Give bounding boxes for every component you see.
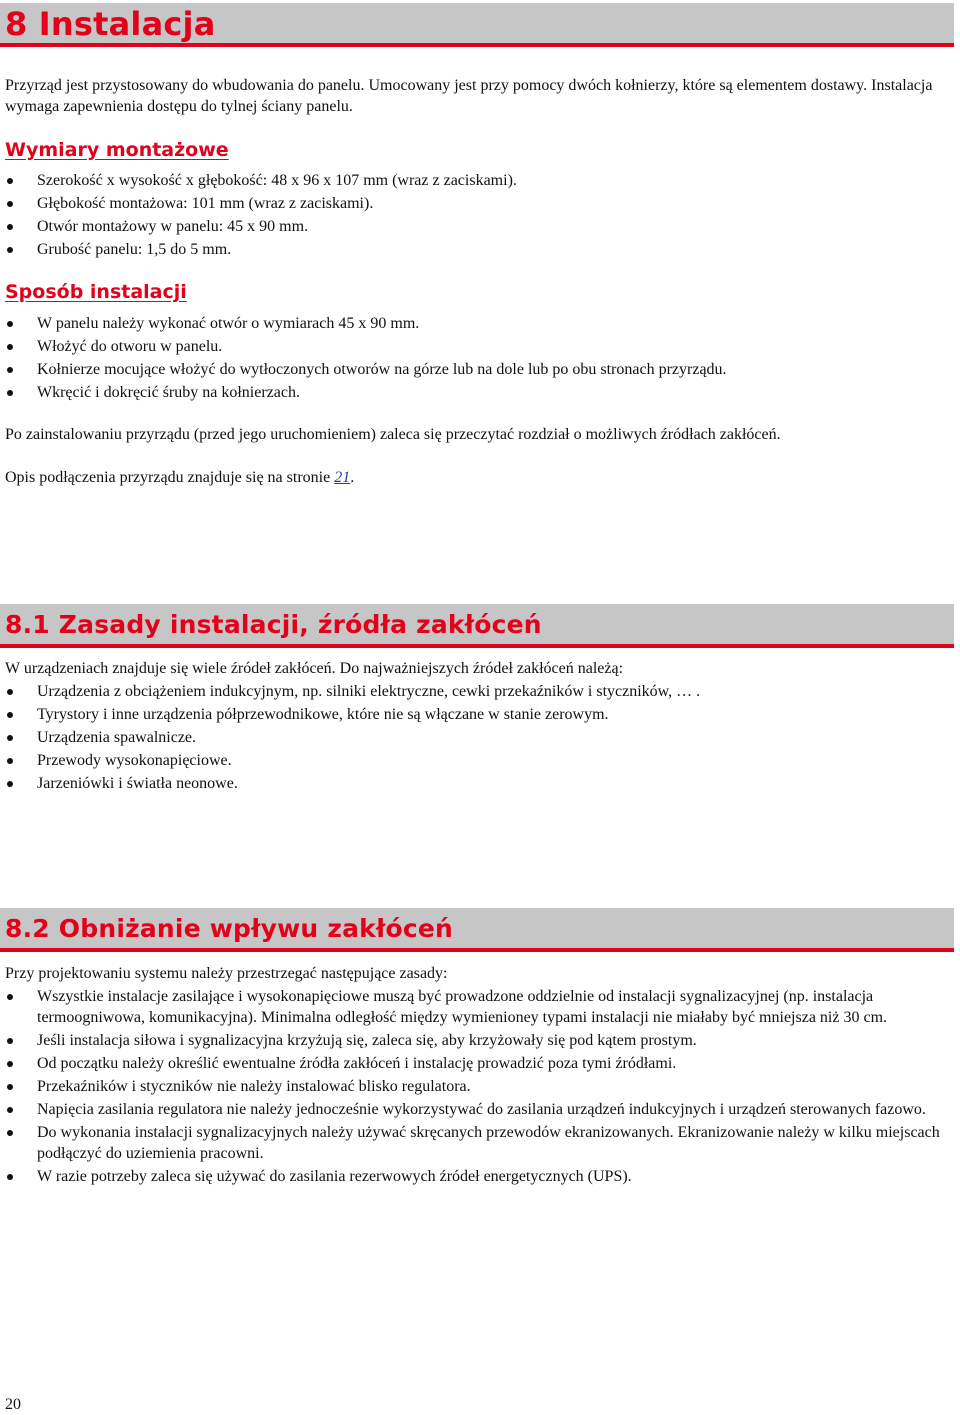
dimensions-list [0,170,950,262]
section-8-1-heading-bar [0,604,954,648]
reduction-rule-item: Od początku należy określić ewentualne źródła zakłóceń i instalację prowadzić poza tymi źródłami. [0,1053,950,1074]
dimension-item: Szerokość x wysokość x głębokość: 48 x 96 x 107 mm (wraz z zaciskami). [0,170,950,191]
interference-source-item: Urządzenia z obciążeniem indukcyjnym, np. silniki elektryczne, cewki przekaźników i styczników, … . [0,681,950,702]
reduction-rule-item: W razie potrzeby zaleca się używać do zasilania rezerwowych źródeł energetycznych (UPS). [0,1166,950,1187]
installation-method-heading: Sposób instalacji [5,281,187,303]
section-8-heading-bar [0,3,954,47]
reduction-rule-item: Jeśli instalacja siłowa i sygnalizacyjna krzyżują się, zaleca się, aby krzyżowały się pod kątem prostym. [0,1030,950,1051]
dimension-item: Grubość panelu: 1,5 do 5 mm. [0,239,950,260]
interference-source-item: Jarzeniówki i światła neonowe. [0,773,950,794]
dimension-item: Głębokość montażowa: 101 mm (wraz z zaciskami). [0,193,950,214]
interference-sources-list [0,681,950,796]
section-8-2-title: 8.2 Obniżanie wpływu zakłóceń [5,914,453,943]
section-8-1-title: 8.1 Zasady instalacji, źródła zakłóceń [5,610,542,639]
interference-source-item: Urządzenia spawalnicze. [0,727,950,748]
page-number: 20 [5,1396,21,1413]
reduction-rule-item: Wszystkie instalacje zasilające i wysokonapięciowe muszą być prowadzone oddzielnie od instalacji sygnalizacyjnej (np. instalacja termoogniwowa, komunikacyjna). Minimalna odległość między wymienioney typami instalacji nie miałaby być mniejsza niż 30 cm. [0,986,950,1028]
after-install-note: Po zainstalowaniu przyrządu (przed jego uruchomieniem) zaleca się przeczytać rozdział o możliwych źródłach zakłóceń. [5,426,781,443]
interference-source-item: Przewody wysokonapięciowe. [0,750,950,771]
installation-step-item: Wkręcić i dokręcić śruby na kołnierzach. [0,382,950,403]
dimension-item: Otwór montażowy w panelu: 45 x 90 mm. [0,216,950,237]
dimensions-heading: Wymiary montażowe [5,139,229,161]
installation-method-list [0,313,950,405]
section-8-1-intro: W urządzeniach znajduje się wiele źródeł zakłóceń. Do najważniejszych źródeł zakłóceń należą: [5,660,624,677]
connection-reference-text: Opis podłączenia przyrządu znajduje się na stronie [5,469,335,486]
reduction-rule-item: Napięcia zasilania regulatora nie należy jednocześnie wykorzystywać do zasilania urządzeń indukcyjnych i urządzeń sterowanych fazowo. [0,1099,950,1120]
installation-step-item: W panelu należy wykonać otwór o wymiarach 45 x 90 mm. [0,313,950,334]
section-8-2-heading-bar [0,908,954,952]
reduction-rule-item: Przekaźników i styczników nie należy instalować blisko regulatora. [0,1076,950,1097]
section-8-2-intro: Przy projektowaniu systemu należy przestrzegać następujące zasady: [5,965,448,982]
interference-reduction-rules-list [0,986,950,1189]
installation-step-item: Kołnierze mocujące włożyć do wytłoczonych otworów na górze lub na dole lub po obu stronach przyrządu. [0,359,950,380]
page-reference-link[interactable]: 21 [334,469,351,486]
reduction-rule-item: Do wykonania instalacji sygnalizacyjnych należy używać skręcanych przewodów ekranizowanych. Ekranizowanie należy w kilku miejscach podłączyć do uziemienia pracowni. [0,1122,950,1164]
connection-reference-suffix: . [350,469,355,486]
connection-reference [5,467,950,488]
interference-source-item: Tyrystory i inne urządzenia półprzewodnikowe, które nie są włączane w stanie zerowym. [0,704,950,725]
installation-step-item: Włożyć do otworu w panelu. [0,336,950,357]
section-8-title: 8 Instalacja [5,5,216,43]
section-8-intro: Przyrząd jest przystosowany do wbudowania do panelu. Umocowany jest przy pomocy dwóch kołnierzy, które są elementem dostawy. Instalacja wymaga zapewnienia dostępu do tylnej ściany panelu. [5,77,933,115]
